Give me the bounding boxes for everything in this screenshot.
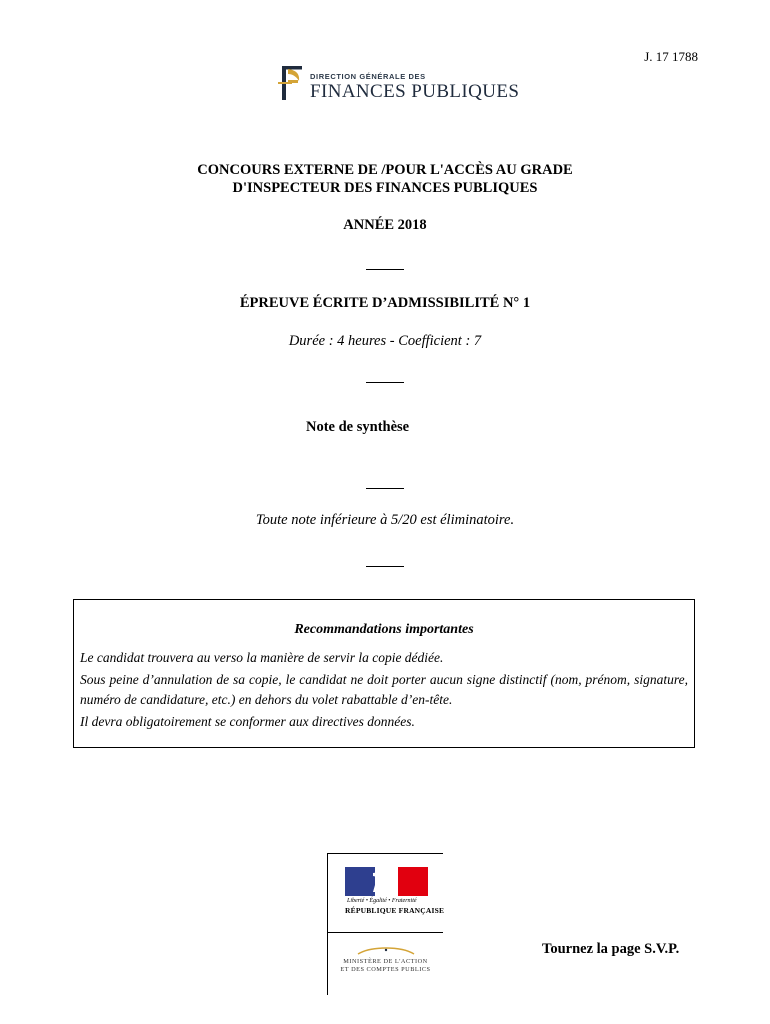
logo-subtitle: DIRECTION GÉNÉRALE DES	[310, 72, 426, 81]
ministry-name-line-2: ET DES COMPTES PUBLICS	[340, 966, 431, 973]
marianne-flag-icon	[345, 867, 428, 896]
exam-name: ÉPREUVE ÉCRITE D’ADMISSIBILITÉ N° 1	[239, 295, 531, 311]
marianne-separator	[328, 932, 443, 933]
recommendations-box	[73, 599, 695, 748]
exam-year: ANNÉE 2018	[343, 217, 427, 233]
recommendation-3: Il devra obligatoirement se conformer aux directives données.	[80, 714, 415, 729]
divider-4	[366, 566, 404, 567]
elimination-warning: Toute note inférieure à 5/20 est éliminatoire.	[255, 512, 515, 528]
exam-subject: Note de synthèse	[306, 419, 410, 435]
republic-name: RÉPUBLIQUE FRANÇAISE	[345, 906, 445, 915]
logo-title: FINANCES PUBLIQUES	[310, 81, 520, 102]
ministry-name	[328, 958, 443, 974]
recommendation-1: Le candidat trouvera au verso la manière de servir la copie dédiée.	[80, 650, 444, 665]
marianne-block	[327, 853, 443, 995]
exam-title	[0, 161, 770, 197]
exam-title-line-1: CONCOURS EXTERNE DE /POUR L'ACCÈS AU GRADE	[197, 162, 573, 178]
exam-title-line-2: D'INSPECTEUR DES FINANCES PUBLIQUES	[232, 180, 538, 196]
recommendations-title: Recommandations importantes	[294, 622, 474, 637]
divider-1	[366, 269, 404, 270]
divider-3	[366, 488, 404, 489]
republic-motto: Liberté • Égalité • Fraternité	[347, 898, 417, 904]
recommendation-2: Sous peine d’annulation de sa copie, le candidat ne doit porter aucun signe distinctif (nom, prénom, signature, numéro de candidature, etc.) en dehors du volet rabattable d’en-tête.	[80, 672, 688, 707]
ministry-name-line-1: MINISTÈRE DE L'ACTION	[343, 958, 428, 965]
ministry-emblem-icon	[356, 944, 416, 956]
divider-2	[366, 382, 404, 383]
dgfip-logo	[278, 64, 518, 104]
turn-page-notice: Tournez la page S.V.P.	[542, 941, 680, 957]
dgfip-f-icon	[278, 64, 304, 102]
exam-duration: Durée : 4 heures - Coefficient : 7	[288, 333, 482, 349]
document-reference: J. 17 1788	[644, 49, 698, 64]
